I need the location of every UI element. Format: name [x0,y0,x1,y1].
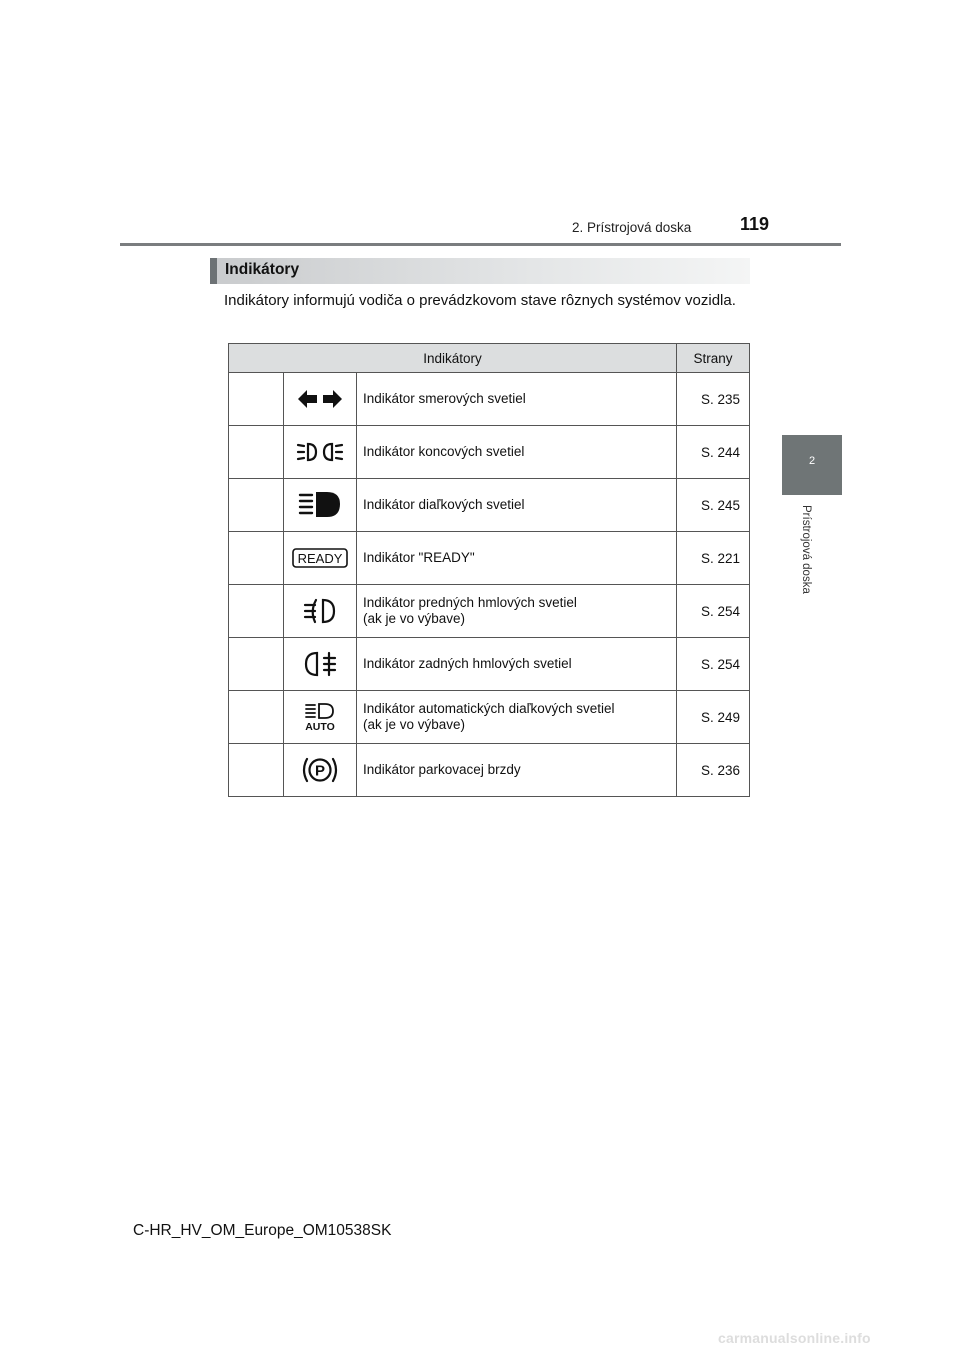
indicator-table [228,343,750,797]
section-title [210,258,750,284]
rear-fog-light-icon [302,650,338,678]
watermark: carmanualsonline.info [718,1330,871,1346]
row-page: S. 244 [677,426,750,479]
row-desc-line1: Indikátor predných hmlových svetiel [363,595,577,610]
section-title-text: Indikátory [225,261,300,278]
row-desc-line2: (ak je vo výbave) [363,611,466,626]
intro-paragraph: Indikátory informujú vodiča o prevádzkovom stave rôznych systémov vozidla. [224,292,736,309]
row-page: S. 245 [677,479,750,532]
table-row [229,744,750,797]
table-row [229,426,750,479]
chapter-tab-label: Prístrojová doska [800,505,812,594]
ready-icon [292,548,348,568]
row-desc-line1: Indikátor automatických diaľkových svetiel [363,701,615,716]
section-title-bar [210,258,217,284]
row-desc-line1: Indikátor zadných hmlových svetiel [363,656,572,671]
row-page: S. 249 [677,691,750,744]
auto-high-beam-icon [300,702,340,732]
tail-lights-icon [295,439,345,465]
header-section-label: 2. Prístrojová doska [572,220,692,235]
table-row [229,479,750,532]
row-page: S. 254 [677,638,750,691]
header-rule [120,243,841,246]
row-desc-line1: Indikátor parkovacej brzdy [363,762,521,777]
table-row [229,585,750,638]
chapter-tab-number: 2 [808,455,816,467]
row-page: S. 236 [677,744,750,797]
row-page: S. 254 [677,585,750,638]
table-header-row [229,344,750,373]
table-row [229,373,750,426]
header-indicators: Indikátory [229,344,677,373]
high-beam-icon [297,490,343,520]
row-desc-line1: Indikátor "READY" [363,550,475,565]
table-row [229,638,750,691]
turn-signal-arrows-icon [296,387,344,411]
footer-doc-code: C-HR_HV_OM_Europe_OM10538SK [133,1222,392,1239]
header-pages: Strany [677,344,750,373]
front-fog-light-icon [302,597,338,625]
table-row [229,691,750,744]
row-page: S. 235 [677,373,750,426]
row-desc-line1: Indikátor diaľkových svetiel [363,497,525,512]
page-number: 119 [740,214,770,234]
parking-brake-icon [300,755,340,785]
row-page: S. 221 [677,532,750,585]
row-desc-line2: (ak je vo výbave) [363,717,466,732]
row-desc-line1: Indikátor smerových svetiel [363,391,526,406]
table-row [229,532,750,585]
auto-icon-text: AUTO [305,721,335,732]
row-desc-line1: Indikátor koncových svetiel [363,444,525,459]
parking-icon-text: P [314,762,326,780]
ready-icon-text: READY [297,551,343,566]
